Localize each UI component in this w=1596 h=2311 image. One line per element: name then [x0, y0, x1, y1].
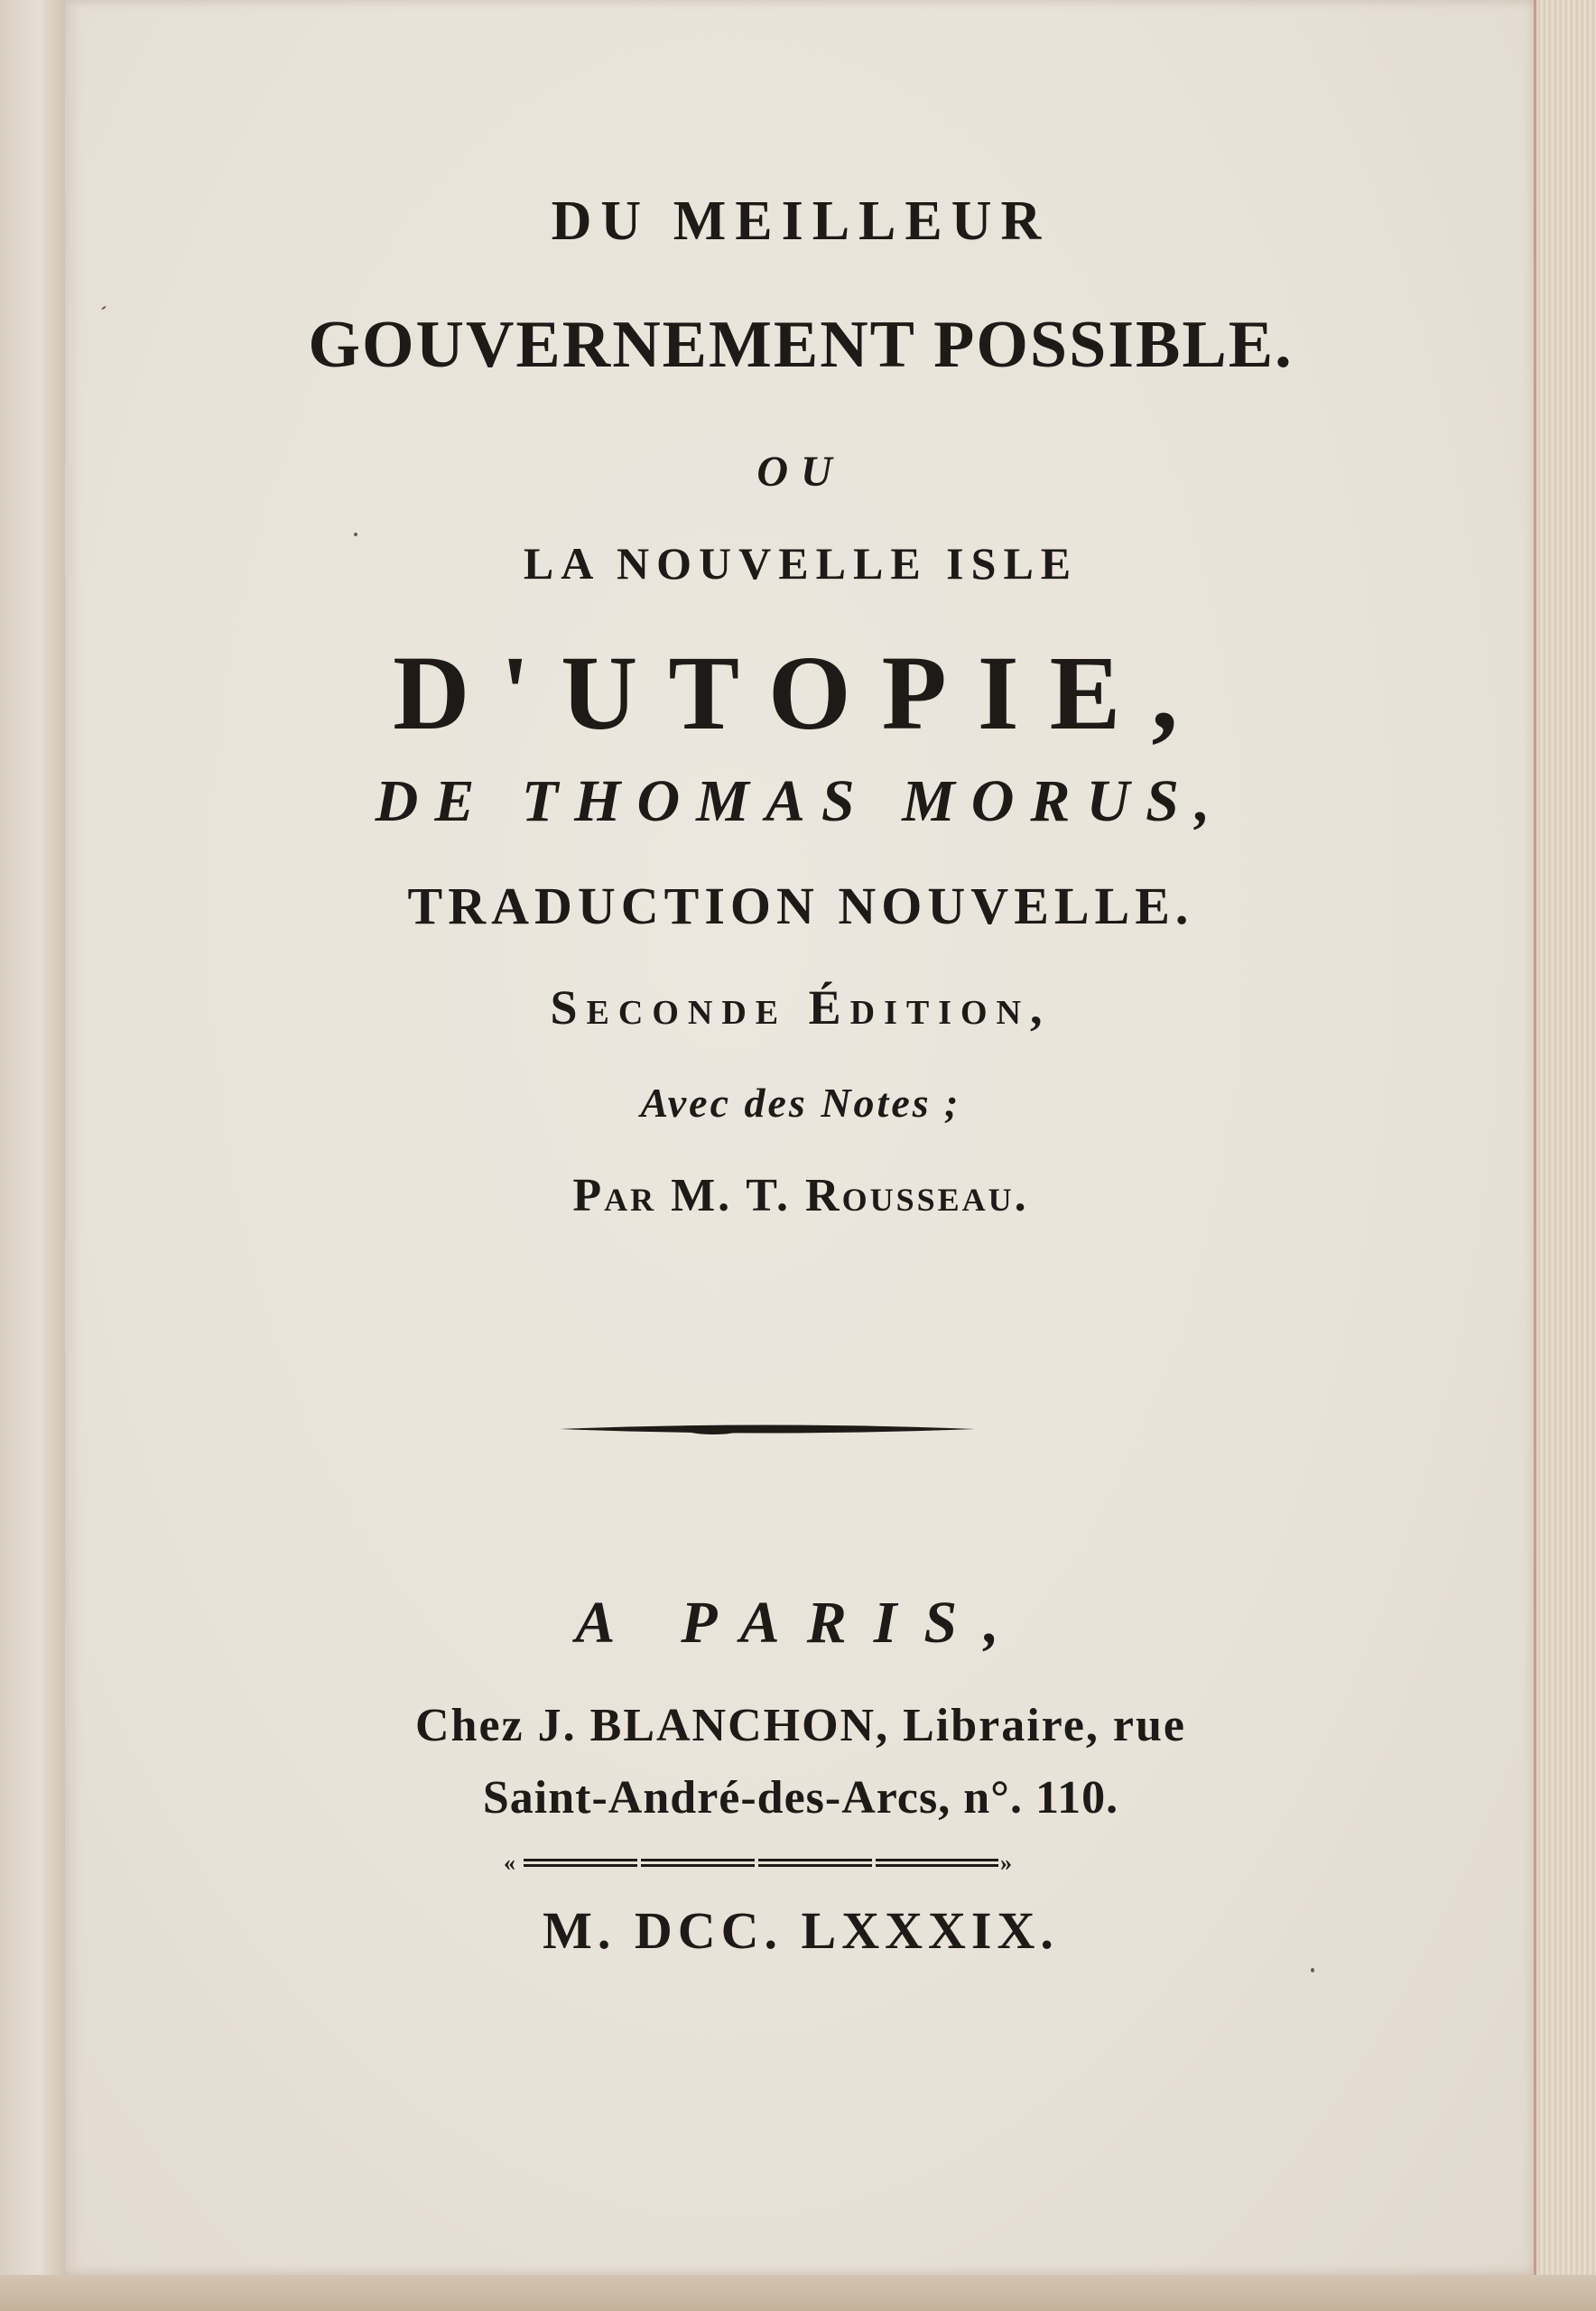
main-title: D'UTOPIE, — [393, 634, 1209, 752]
svg-text:«: « — [504, 1851, 515, 1876]
translation-line: TRADUCTION NOUVELLE. — [407, 877, 1194, 935]
title-line-4: LA NOUVELLE ISLE — [523, 538, 1079, 589]
paper-speck — [354, 533, 357, 536]
imprint-city: A PARIS, — [575, 1590, 1026, 1656]
translator-line: Par M. T. Rousseau. — [572, 1170, 1029, 1221]
book-bottom-edge — [0, 2275, 1596, 2311]
svg-text:»: » — [1000, 1851, 1012, 1876]
author-line: DE THOMAS MORUS, — [375, 768, 1227, 834]
ornamental-rule — [504, 1851, 1018, 1876]
title-conjunction: OU — [756, 448, 845, 496]
title-line-1: DU MEILLEUR — [551, 190, 1051, 252]
notes-line: Avec des Notes ; — [640, 1080, 961, 1126]
page-fore-edge — [1534, 0, 1596, 2311]
paper-speck — [1311, 1968, 1314, 1972]
swelled-rule — [560, 1419, 975, 1439]
publisher-line-1: Chez J. BLANCHON, Libraire, rue — [415, 1700, 1186, 1751]
title-line-2: GOUVERNEMENT POSSIBLE. — [308, 308, 1294, 382]
binding-gutter — [0, 0, 67, 2311]
publisher-line-2: Saint-André-des-Arcs, n°. 110. — [482, 1772, 1119, 1824]
edition-line: Seconde Édition, — [550, 980, 1052, 1035]
imprint-date: M. DCC. LXXXIX. — [543, 1901, 1059, 1960]
